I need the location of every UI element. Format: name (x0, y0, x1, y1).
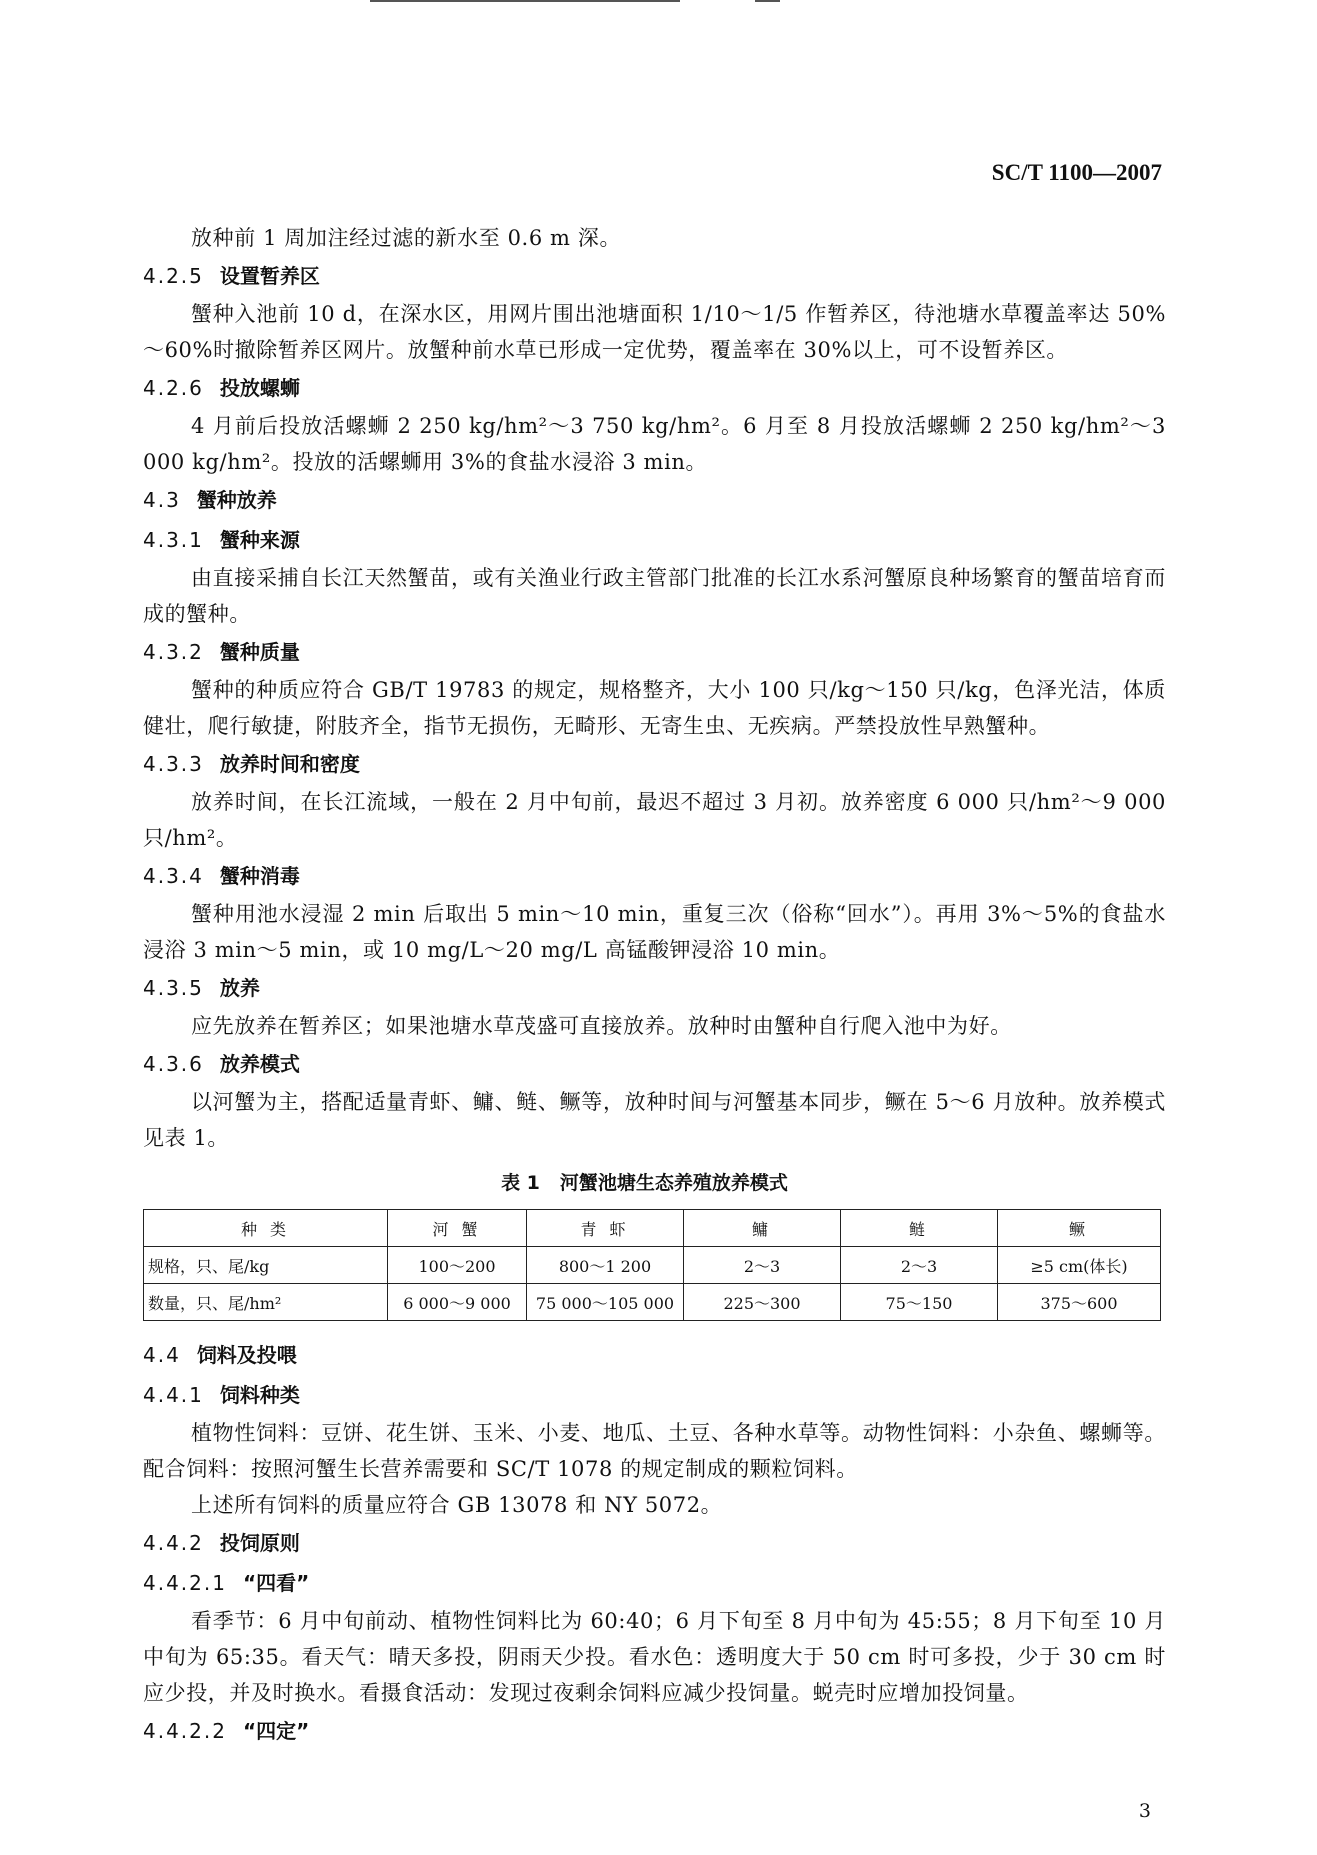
table-cell: 75～150 (841, 1284, 998, 1321)
section-number: 4.3.4 (143, 864, 204, 888)
section-title: 设置暂养区 (219, 264, 320, 288)
section-heading-4-3-3 (143, 744, 1166, 784)
section-title: “四看” (242, 1571, 310, 1595)
section-title: 放养时间和密度 (219, 752, 360, 776)
section-number: 4.4.2 (143, 1531, 204, 1555)
section-heading-4-3 (143, 480, 1166, 520)
paragraph: 4 月前后投放活螺蛳 2 250 kg/hm²～3 750 kg/hm²。6 月至 8 月投放活螺蛳 2 250 kg/hm²～3 000 kg/hm²。投放的活螺蛳用 3%的食盐水浸浴 3 min。 (143, 414, 1166, 474)
section-heading-4-3-4 (143, 856, 1166, 896)
section-number: 4.4 (143, 1343, 181, 1367)
page-number: 3 (1138, 1800, 1151, 1822)
header-cell: 青 虾 (527, 1210, 684, 1247)
section-heading-4-3-5 (143, 968, 1166, 1008)
stocking-table (143, 1209, 1161, 1321)
header-cell: 河 蟹 (388, 1210, 527, 1247)
table-cell: 规格，只、尾/kg (144, 1247, 388, 1284)
table-cell: ≥5 cm(体长) (998, 1247, 1161, 1284)
table-number: 表 1 (501, 1172, 540, 1194)
table-caption (143, 1168, 1166, 1195)
paragraph: 上述所有饲料的质量应符合 GB 13078 和 NY 5072。 (191, 1493, 723, 1517)
table-cell: 2～3 (841, 1247, 998, 1284)
table-cell: 2～3 (684, 1247, 841, 1284)
document-body (143, 220, 1166, 1751)
section-number: 4.3.2 (143, 640, 204, 664)
section-title: 饲料种类 (219, 1383, 300, 1407)
table-cell: 225～300 (684, 1284, 841, 1321)
paragraph: 植物性饲料：豆饼、花生饼、玉米、小麦、地瓜、土豆、各种水草等。动物性饲料：小杂鱼、螺蛳等。配合饲料：按照河蟹生长营养需要和 SC/T 1078 的规定制成的颗粒饲料。 (143, 1421, 1166, 1481)
table-row (144, 1247, 1161, 1284)
paragraph: 蟹种的种质应符合 GB/T 19783 的规定，规格整齐，大小 100 只/kg～150 只/kg，色泽光洁，体质健壮，爬行敏捷，附肢齐全，指节无损伤，无畸形、无寄生虫、无疾病。严禁投放性早熟蟹种。 (143, 678, 1166, 738)
section-title: 饲料及投喂 (196, 1343, 297, 1367)
section-number: 4.3.3 (143, 752, 204, 776)
table-cell: 75 000～105 000 (527, 1284, 684, 1321)
section-heading-4-4-2-1 (143, 1563, 1166, 1603)
section-title: 投放螺蛳 (219, 376, 300, 400)
table-cell: 375～600 (998, 1284, 1161, 1321)
section-title: 放养模式 (219, 1052, 300, 1076)
section-number: 4.3.6 (143, 1052, 204, 1076)
section-title: 蟹种来源 (219, 528, 300, 552)
table-cell: 6 000～9 000 (388, 1284, 527, 1321)
paragraph: 蟹种用池水浸湿 2 min 后取出 5 min～10 min，重复三次（俗称“回水”）。再用 3%～5%的食盐水浸浴 3 min～5 min，或 10 mg/L～20 mg/L 高锰酸钾浸浴 10 min。 (143, 902, 1166, 962)
header-cell: 种 类 (144, 1210, 388, 1247)
section-number: 4.2.6 (143, 376, 204, 400)
section-number: 4.3.1 (143, 528, 204, 552)
section-number: 4.3 (143, 488, 181, 512)
section-heading-4-3-6 (143, 1044, 1166, 1084)
table-title: 河蟹池塘生态养殖放养模式 (559, 1172, 788, 1194)
section-heading-4-4-1 (143, 1375, 1166, 1415)
section-number: 4.2.5 (143, 264, 204, 288)
table-header-row (144, 1210, 1161, 1247)
top-scan-mark (755, 0, 780, 2)
section-number: 4.4.1 (143, 1383, 204, 1407)
section-number: 4.4.2.2 (143, 1719, 227, 1743)
table-row (144, 1284, 1161, 1321)
section-title: 蟹种质量 (219, 640, 300, 664)
section-title: 投饲原则 (219, 1531, 300, 1555)
paragraph: 放养时间，在长江流域，一般在 2 月中旬前，最迟不超过 3 月初。放养密度 6 000 只/hm²～9 000 只/hm²。 (143, 790, 1166, 850)
section-title: 蟹种放养 (196, 488, 277, 512)
section-heading-4-3-1 (143, 520, 1166, 560)
paragraph: 以河蟹为主，搭配适量青虾、鳙、鲢、鳜等，放种时间与河蟹基本同步，鳜在 5～6 月放种。放养模式见表 1。 (143, 1090, 1166, 1150)
header-cell: 鲢 (841, 1210, 998, 1247)
section-heading-4-4-2 (143, 1523, 1166, 1563)
paragraph: 应先放养在暂养区；如果池塘水草茂盛可直接放养。放种时由蟹种自行爬入池中为好。 (191, 1014, 1012, 1038)
section-title: “四定” (242, 1719, 310, 1743)
paragraph: 看季节：6 月中旬前动、植物性饲料比为 60:40；6 月下旬至 8 月中旬为 45:55；8 月下旬至 10 月中旬为 65:35。看天气：晴天多投，阴雨天少投。看水色：透明度大于 50 cm 时可多投，少于 30 cm 时应少投，并及时换水。看摄食活动：发现过夜剩余饲料应减少投饲量。蜕壳时应增加投饲量。 (143, 1609, 1166, 1705)
paragraph: 放种前 1 周加注经过滤的新水至 0.6 m 深。 (191, 226, 622, 250)
section-heading-4-3-2 (143, 632, 1166, 672)
section-title: 蟹种消毒 (219, 864, 300, 888)
header-cell: 鳙 (684, 1210, 841, 1247)
section-number: 4.3.5 (143, 976, 204, 1000)
table-cell: 800～1 200 (527, 1247, 684, 1284)
paragraph: 由直接采捕自长江天然蟹苗，或有关渔业行政主管部门批准的长江水系河蟹原良种场繁育的蟹苗培育而成的蟹种。 (143, 566, 1166, 626)
table-cell: 数量，只、尾/hm² (144, 1284, 388, 1321)
standard-code: SC/T 1100—2007 (991, 160, 1162, 185)
top-scan-line (370, 0, 680, 2)
section-number: 4.4.2.1 (143, 1571, 227, 1595)
section-heading-4-4-2-2 (143, 1711, 1166, 1751)
paragraph: 蟹种入池前 10 d，在深水区，用网片围出池塘面积 1/10～1/5 作暂养区，待池塘水草覆盖率达 50%～60%时撤除暂养区网片。放蟹种前水草已形成一定优势，覆盖率在 30%以上，可不设暂养区。 (143, 302, 1166, 362)
section-heading-4-2-6 (143, 368, 1166, 408)
header-cell: 鳜 (998, 1210, 1161, 1247)
table-cell: 100～200 (388, 1247, 527, 1284)
section-title: 放养 (219, 976, 260, 1000)
section-heading-4-2-5 (143, 256, 1166, 296)
section-heading-4-4 (143, 1335, 1166, 1375)
